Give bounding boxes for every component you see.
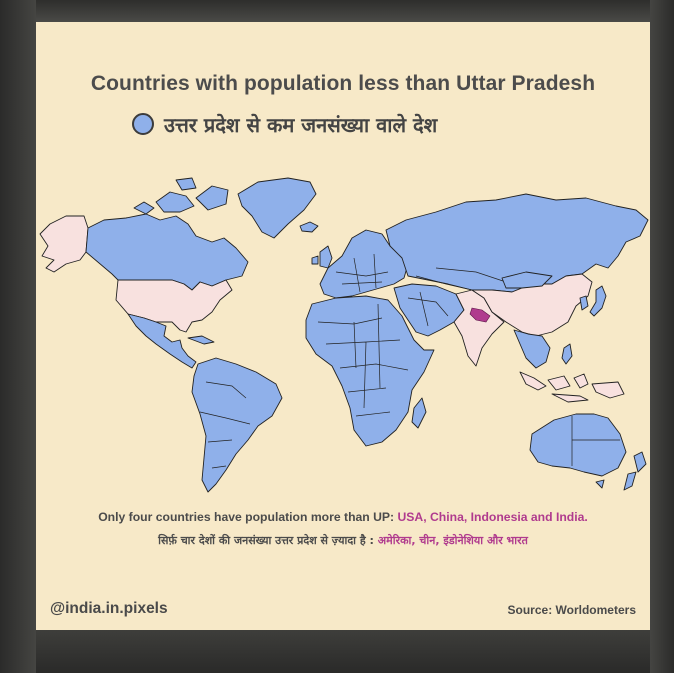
screen-frame-bottom bbox=[0, 630, 674, 673]
south-america-region bbox=[192, 358, 282, 492]
southeast-asia-region bbox=[514, 330, 550, 368]
note-hindi-countries: अमेरिका, चीन, इंडोनेशिया और भारत bbox=[377, 534, 528, 547]
screen-frame-top bbox=[0, 0, 674, 22]
iceland-region bbox=[300, 222, 318, 232]
legend-label: उत्तर प्रदेश से कम जनसंख्या वाले देश bbox=[164, 112, 438, 137]
arctic-islands bbox=[134, 178, 228, 214]
madagascar-region bbox=[412, 398, 426, 428]
philippines-region bbox=[562, 344, 572, 364]
legend-swatch bbox=[132, 113, 154, 135]
screen-frame-left bbox=[0, 0, 36, 673]
map-title: Countries with population less than Uttar Pradesh bbox=[90, 72, 596, 95]
infographic-card bbox=[36, 22, 650, 630]
new-zealand-region bbox=[624, 452, 646, 490]
screen-frame-right bbox=[650, 0, 674, 673]
cuba-region bbox=[188, 336, 214, 344]
tasmania-region bbox=[596, 480, 604, 488]
usa-region bbox=[116, 280, 232, 332]
australia-region bbox=[530, 414, 626, 476]
note-english-prefix: Only four countries have population more than UP: bbox=[98, 510, 398, 524]
japan-region bbox=[590, 286, 606, 316]
uk-ireland-region bbox=[312, 246, 332, 268]
canada-region bbox=[86, 214, 248, 290]
credit-handle: @india.in.pixels bbox=[50, 600, 168, 617]
note-english-countries: USA, China, Indonesia and India. bbox=[397, 510, 588, 524]
note-english bbox=[36, 510, 650, 524]
korea-region bbox=[580, 296, 588, 310]
indonesia-region bbox=[520, 372, 624, 402]
source-credit: Source: Worldometers bbox=[507, 603, 636, 617]
map-legend bbox=[132, 110, 437, 138]
world-map bbox=[36, 172, 650, 512]
alaska-region bbox=[40, 216, 88, 272]
note-hindi-prefix: सिर्फ़ चार देशों की जनसंख्या उत्तर प्रदेश से ज़्यादा है : bbox=[158, 534, 378, 547]
note-hindi bbox=[36, 533, 650, 548]
